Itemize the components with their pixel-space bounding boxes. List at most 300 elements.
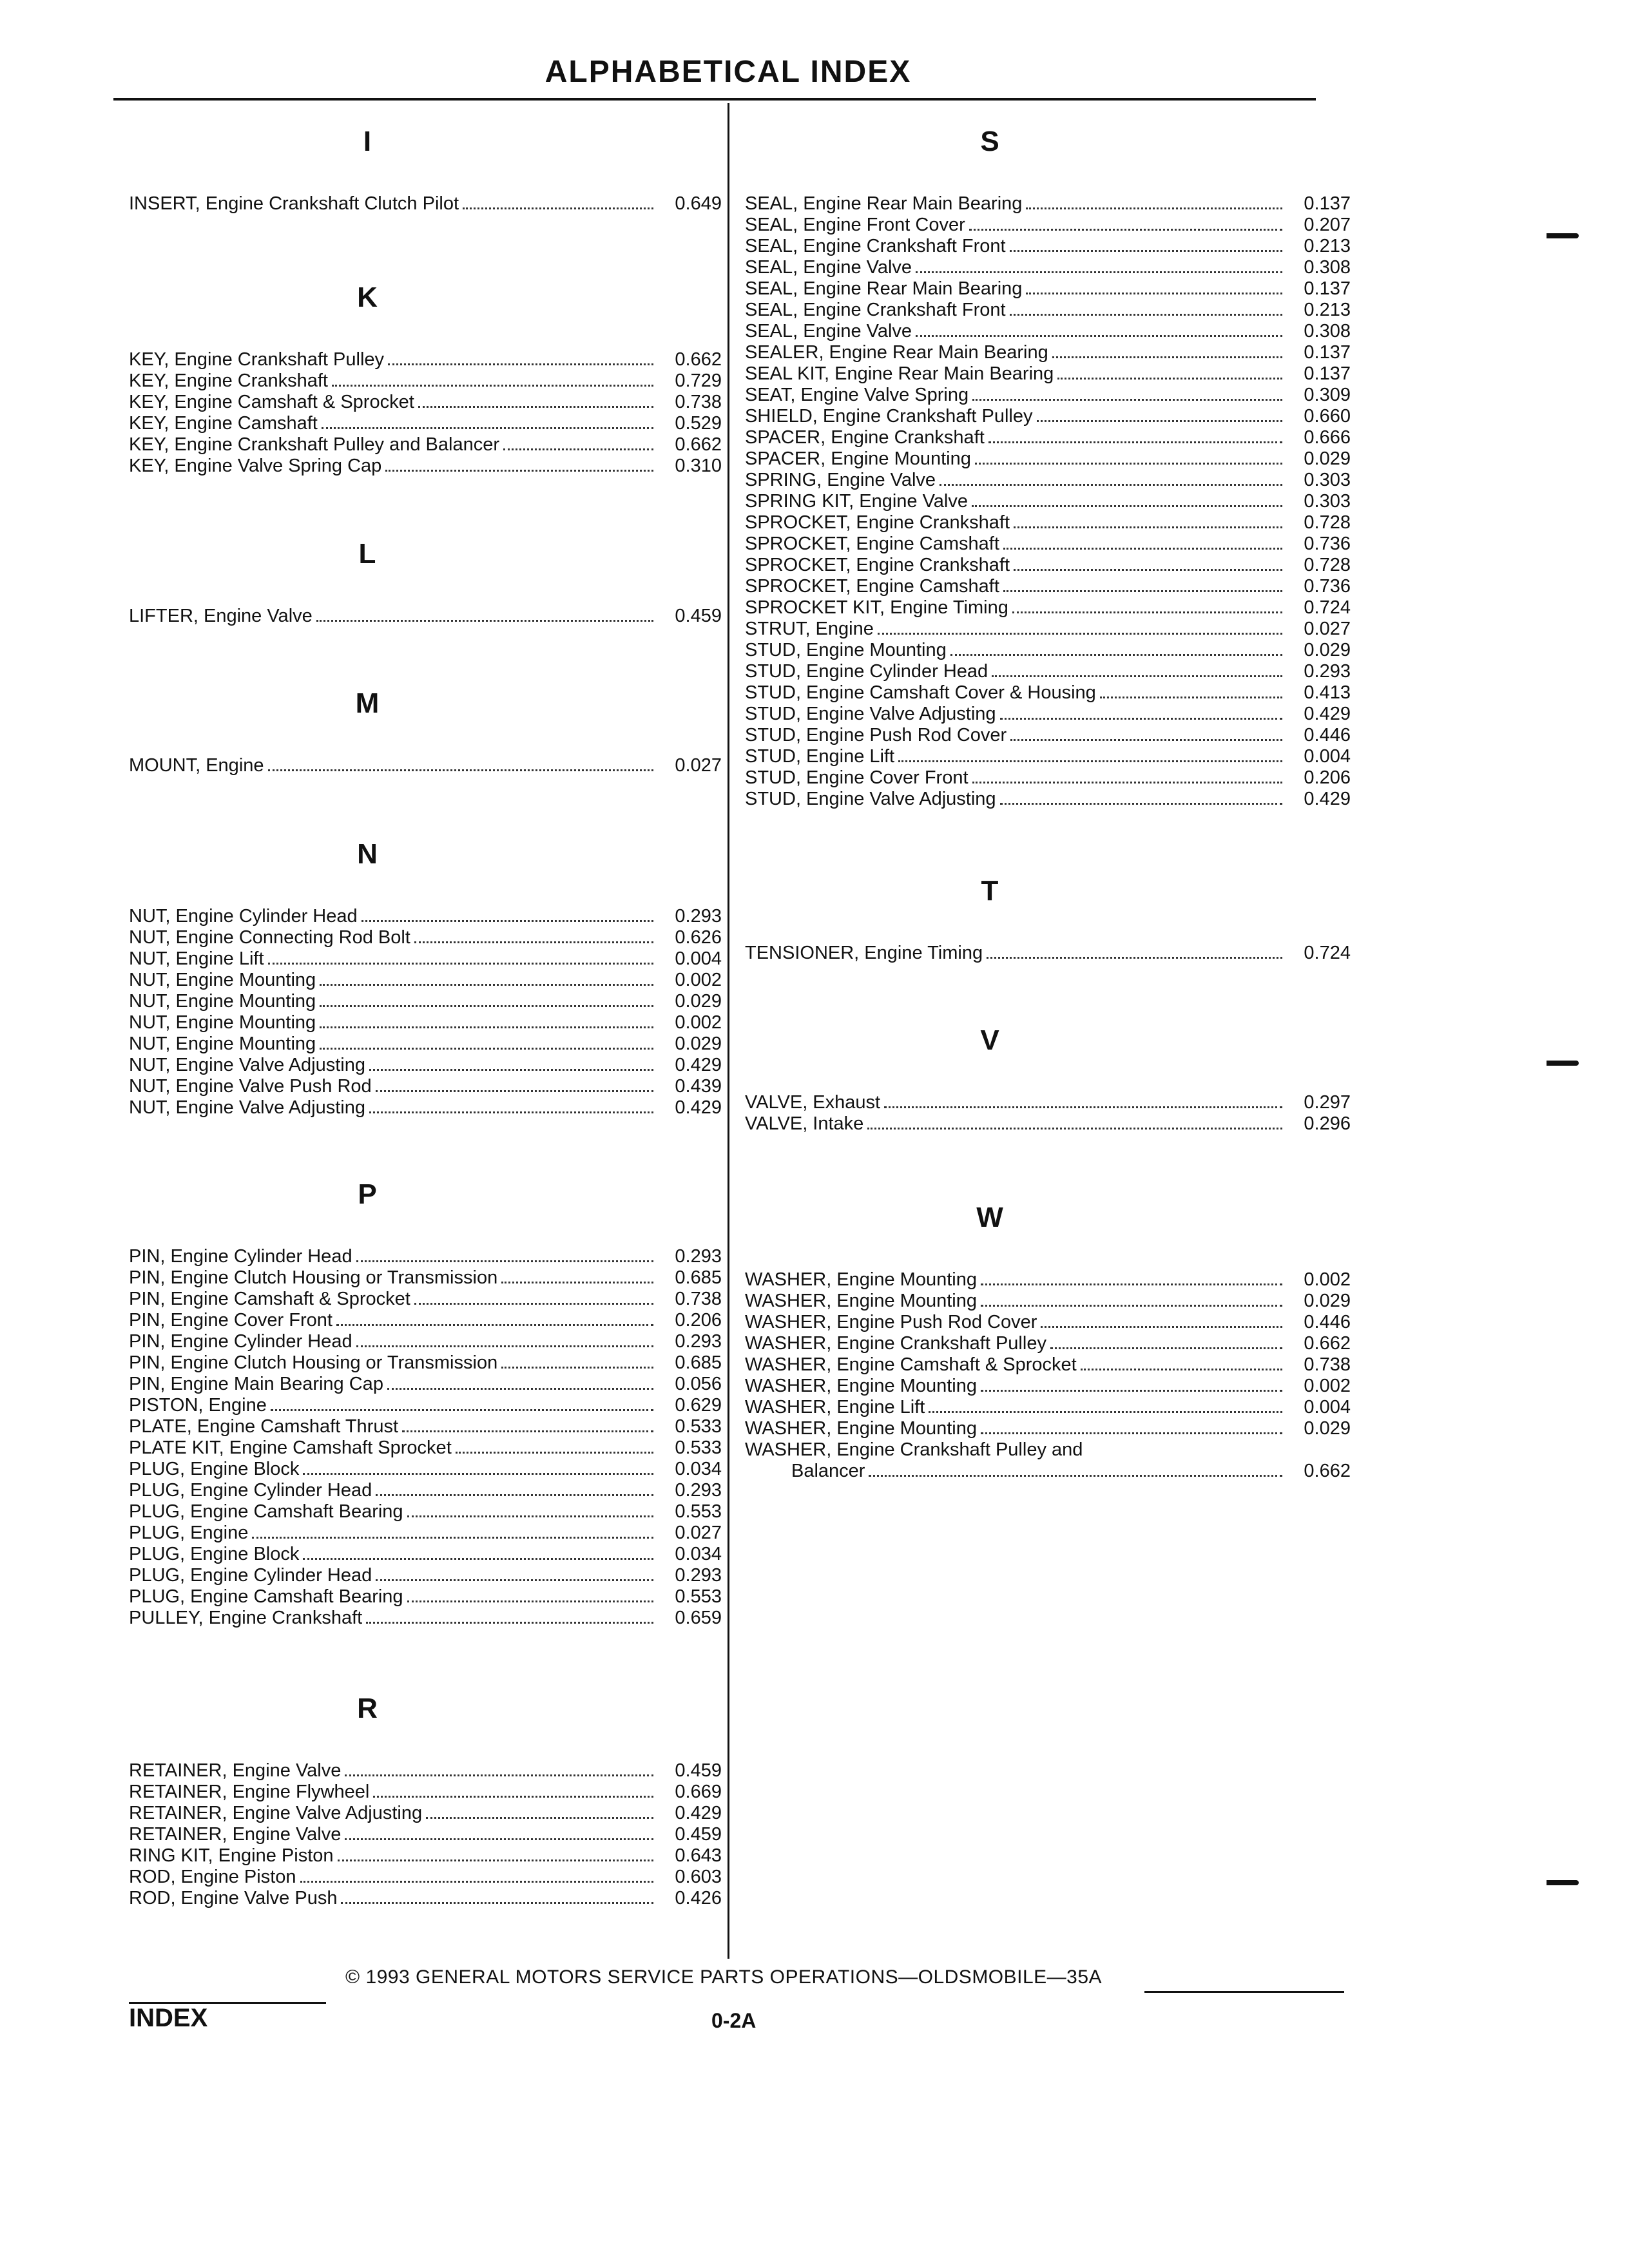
leader-dots — [373, 1796, 653, 1798]
leader-dots — [366, 1622, 653, 1624]
entry-name: PLUG, Engine Camshaft Bearing — [129, 1586, 403, 1607]
entry-page-ref: 0.459 — [675, 1760, 722, 1781]
leader-dots — [1003, 548, 1282, 550]
index-entry — [745, 943, 1351, 964]
entry-page-ref: 0.029 — [1304, 1418, 1351, 1439]
entry-page-ref: 0.736 — [1304, 533, 1351, 554]
entry-name: SEAL, Engine Crankshaft Front — [745, 300, 1006, 320]
footer-copyright: © 1993 GENERAL MOTORS SERVICE PARTS OPERATIONS—OLDSMOBILE—35A — [345, 1966, 1103, 1988]
entry-name: SEAL, Engine Front Cover — [745, 215, 965, 235]
leader-dots — [1050, 1347, 1282, 1349]
leader-dots — [1026, 293, 1282, 294]
section-letter: R — [357, 1693, 378, 1724]
leader-dots — [463, 207, 653, 209]
index-entry — [129, 1437, 722, 1459]
entry-name: SEAL, Engine Valve — [745, 257, 912, 278]
entry-page-ref: 0.626 — [675, 927, 722, 948]
leader-dots — [414, 1303, 653, 1305]
index-entry — [129, 392, 722, 413]
index-entry — [745, 363, 1351, 385]
index-entry — [745, 470, 1351, 491]
index-entry — [129, 370, 722, 392]
section-letter: V — [980, 1024, 999, 1056]
entry-name: NUT, Engine Mounting — [129, 1012, 316, 1033]
entry-name: RETAINER, Engine Valve — [129, 1760, 342, 1781]
index-entry — [745, 576, 1351, 597]
index-entry — [745, 1461, 1351, 1482]
entry-name: PULLEY, Engine Crankshaft — [129, 1608, 363, 1628]
leader-dots — [1014, 526, 1282, 528]
entry-page-ref: 0.413 — [1304, 682, 1351, 703]
entry-page-ref: 0.213 — [1304, 300, 1351, 320]
index-entry — [745, 597, 1351, 619]
index-entry — [745, 767, 1351, 789]
leader-dots — [300, 1881, 653, 1883]
entry-name: PIN, Engine Main Bearing Cap — [129, 1374, 383, 1394]
entry-page-ref: 0.034 — [675, 1544, 722, 1564]
index-entry — [129, 1076, 722, 1097]
entry-name: WASHER, Engine Mounting — [745, 1418, 977, 1439]
leader-dots — [1000, 803, 1282, 805]
index-label: INDEX — [129, 2004, 208, 2032]
entry-page-ref: 0.002 — [1304, 1269, 1351, 1290]
entry-page-ref: 0.429 — [1304, 789, 1351, 809]
index-entry — [745, 385, 1351, 406]
entry-page-ref: 0.027 — [675, 1523, 722, 1543]
entry-name: SEAT, Engine Valve Spring — [745, 385, 969, 405]
leader-dots — [975, 463, 1282, 465]
entry-name: SPRING KIT, Engine Valve — [745, 491, 969, 512]
leader-dots — [503, 448, 653, 450]
index-entry — [129, 1246, 722, 1267]
entry-page-ref: 0.029 — [1304, 640, 1351, 660]
leader-dots — [303, 1473, 653, 1475]
index-entry — [745, 427, 1351, 448]
entry-page-ref: 0.293 — [675, 1480, 722, 1501]
entry-page-ref: 0.206 — [675, 1310, 722, 1331]
entry-name: NUT, Engine Cylinder Head — [129, 906, 358, 927]
entry-name: WASHER, Engine Camshaft & Sprocket — [745, 1354, 1077, 1375]
index-entry — [129, 434, 722, 456]
leader-dots — [981, 1432, 1282, 1434]
index-section — [745, 872, 1351, 964]
index-entry — [745, 789, 1351, 810]
section-letter: N — [357, 838, 378, 870]
entry-name: RETAINER, Engine Valve Adjusting — [129, 1803, 423, 1823]
index-entry — [129, 1097, 722, 1119]
entry-name: PIN, Engine Cylinder Head — [129, 1331, 352, 1352]
leader-dots — [1041, 1326, 1282, 1328]
index-entry — [129, 1352, 722, 1374]
leader-dots — [303, 1558, 653, 1560]
entry-name: SPROCKET, Engine Camshaft — [745, 576, 999, 597]
leader-dots — [972, 505, 1282, 507]
entry-name: ROD, Engine Piston — [129, 1867, 296, 1887]
index-entry — [129, 1586, 722, 1608]
index-entry — [129, 1416, 722, 1437]
index-entry — [745, 1113, 1351, 1135]
entry-name: TENSIONER, Engine Timing — [745, 943, 983, 963]
entry-name: PIN, Engine Clutch Housing or Transmission — [129, 1352, 498, 1373]
index-entry — [745, 555, 1351, 576]
leader-dots — [884, 1106, 1282, 1108]
entry-page-ref: 0.293 — [675, 1331, 722, 1352]
entry-name: WASHER, Engine Push Rod Cover — [745, 1312, 1037, 1332]
entry-page-ref: 0.027 — [1304, 619, 1351, 639]
entry-name: KEY, Engine Crankshaft — [129, 370, 328, 391]
leader-dots — [341, 1902, 653, 1904]
index-entry — [745, 406, 1351, 427]
leader-dots — [336, 1324, 653, 1326]
section-letter: I — [363, 126, 372, 157]
entry-name: INSERT, Engine Crankshaft Clutch Pilot — [129, 193, 459, 214]
entry-name: KEY, Engine Crankshaft Pulley — [129, 349, 385, 370]
entry-page-ref: 0.662 — [675, 349, 722, 370]
entry-page-ref: 0.002 — [675, 1012, 722, 1033]
entry-page-ref: 0.056 — [675, 1374, 722, 1394]
leader-dots — [869, 1475, 1282, 1477]
leader-dots — [316, 620, 653, 622]
leader-dots — [1003, 590, 1282, 592]
index-section — [129, 1175, 722, 1629]
index-entry — [745, 257, 1351, 278]
leader-dots — [916, 271, 1282, 273]
entry-page-ref: 0.137 — [1304, 342, 1351, 363]
leader-dots — [898, 760, 1282, 762]
entry-name: VALVE, Intake — [745, 1113, 864, 1134]
entry-page-ref: 0.738 — [675, 1289, 722, 1309]
entry-page-ref: 0.137 — [1304, 193, 1351, 214]
entry-page-ref: 0.685 — [675, 1267, 722, 1288]
leader-dots — [1014, 569, 1282, 571]
leader-dots — [972, 782, 1282, 783]
index-entry — [129, 193, 722, 215]
entry-name: NUT, Engine Connecting Rod Bolt — [129, 927, 410, 948]
index-entry — [745, 1291, 1351, 1312]
page-edge-mark — [1547, 1061, 1579, 1066]
leader-dots — [407, 1600, 653, 1602]
entry-page-ref: 0.666 — [1304, 427, 1351, 448]
leader-dots — [407, 1515, 653, 1517]
entry-page-ref: 0.213 — [1304, 236, 1351, 256]
entry-list — [129, 606, 722, 627]
entry-page-ref: 0.293 — [1304, 661, 1351, 682]
index-entry — [745, 491, 1351, 512]
index-section — [129, 535, 722, 627]
leader-dots — [426, 1817, 653, 1819]
index-entry — [129, 1310, 722, 1331]
entry-name: PLUG, Engine Block — [129, 1459, 300, 1479]
index-entry — [745, 1439, 1351, 1461]
leader-dots — [385, 470, 653, 472]
entry-name: PLUG, Engine Cylinder Head — [129, 1565, 372, 1586]
index-entry — [129, 1459, 722, 1480]
entry-page-ref: 0.533 — [675, 1437, 722, 1458]
entry-page-ref: 0.643 — [675, 1845, 722, 1866]
index-entry — [745, 661, 1351, 682]
entry-page-ref: 0.029 — [675, 1033, 722, 1054]
entry-page-ref: 0.533 — [675, 1416, 722, 1437]
page-title: ALPHABETICAL INDEX — [545, 55, 912, 89]
index-entry — [129, 1544, 722, 1565]
leader-dots — [916, 335, 1282, 337]
entry-page-ref: 0.459 — [675, 1824, 722, 1845]
index-entry — [129, 1803, 722, 1824]
index-entry — [745, 725, 1351, 746]
entry-page-ref: 0.004 — [675, 948, 722, 969]
leader-dots — [1010, 739, 1282, 741]
index-entry — [129, 1608, 722, 1629]
leader-dots — [1100, 697, 1282, 698]
leader-dots — [981, 1283, 1282, 1285]
entry-name: MOUNT, Engine — [129, 755, 264, 776]
leader-dots — [418, 406, 653, 408]
entry-page-ref: 0.529 — [675, 413, 722, 434]
entry-name: PIN, Engine Cylinder Head — [129, 1246, 352, 1267]
leader-dots — [338, 1860, 653, 1861]
entry-page-ref: 0.553 — [675, 1586, 722, 1607]
leader-dots — [376, 1579, 653, 1581]
entry-page-ref: 0.293 — [675, 1565, 722, 1586]
leader-dots — [268, 963, 653, 965]
entry-page-ref: 0.728 — [1304, 555, 1351, 575]
leader-dots — [388, 363, 653, 365]
entry-page-ref: 0.426 — [675, 1888, 722, 1908]
leader-dots — [969, 229, 1282, 231]
entry-page-ref: 0.649 — [675, 193, 722, 214]
entry-page-ref: 0.724 — [1304, 943, 1351, 963]
entry-name: SPRING, Engine Valve — [745, 470, 936, 490]
leader-dots — [369, 1111, 653, 1113]
entry-name: STUD, Engine Cylinder Head — [745, 661, 988, 682]
entry-page-ref: 0.553 — [675, 1501, 722, 1522]
index-entry — [745, 1397, 1351, 1418]
entry-name: STUD, Engine Mounting — [745, 640, 947, 660]
leader-dots — [1081, 1369, 1282, 1370]
entry-page-ref: 0.303 — [1304, 470, 1351, 490]
entry-list — [745, 193, 1351, 810]
entry-name: WASHER, Engine Mounting — [745, 1376, 977, 1396]
entry-name: NUT, Engine Mounting — [129, 991, 316, 1012]
entry-page-ref: 0.004 — [1304, 1397, 1351, 1418]
index-entry — [745, 1092, 1351, 1113]
index-entry — [745, 321, 1351, 342]
entry-name: PLUG, Engine — [129, 1523, 249, 1543]
entry-page-ref: 0.738 — [675, 392, 722, 412]
entry-name: PISTON, Engine — [129, 1395, 267, 1416]
index-entry — [745, 448, 1351, 470]
entry-name: KEY, Engine Camshaft — [129, 413, 318, 434]
entry-page-ref: 0.002 — [1304, 1376, 1351, 1396]
leader-dots — [414, 941, 653, 943]
index-entry — [129, 606, 722, 627]
index-entry — [129, 755, 722, 776]
index-entry — [745, 1354, 1351, 1376]
entry-page-ref: 0.729 — [675, 370, 722, 391]
leader-dots — [320, 984, 653, 986]
entry-name: WASHER, Engine Crankshaft Pulley — [745, 1333, 1046, 1354]
index-section — [745, 1021, 1351, 1135]
index-entry — [129, 1331, 722, 1352]
entry-page-ref: 0.309 — [1304, 385, 1351, 405]
section-letter: W — [976, 1202, 1003, 1233]
leader-dots — [376, 1494, 653, 1496]
index-entry — [129, 1565, 722, 1586]
entry-page-ref: 0.662 — [675, 434, 722, 455]
entry-name: STUD, Engine Valve Adjusting — [745, 704, 996, 724]
leader-dots — [1000, 718, 1282, 720]
entry-page-ref: 0.603 — [675, 1867, 722, 1887]
entry-page-ref: 0.137 — [1304, 278, 1351, 299]
index-entry — [745, 512, 1351, 533]
entry-list — [745, 943, 1351, 964]
entry-name: PIN, Engine Camshaft & Sprocket — [129, 1289, 410, 1309]
index-entry — [745, 746, 1351, 767]
index-entry — [745, 236, 1351, 257]
entry-page-ref: 0.310 — [675, 456, 722, 476]
entry-page-ref: 0.738 — [1304, 1354, 1351, 1375]
entry-name: ROD, Engine Valve Push — [129, 1888, 338, 1908]
entry-name: STUD, Engine Camshaft Cover & Housing — [745, 682, 1096, 703]
leader-dots — [356, 1345, 653, 1347]
entry-page-ref: 0.629 — [675, 1395, 722, 1416]
entry-page-ref: 0.137 — [1304, 363, 1351, 384]
leader-dots — [387, 1388, 653, 1390]
entry-page-ref: 0.293 — [675, 906, 722, 927]
entry-page-ref: 0.207 — [1304, 215, 1351, 235]
index-entry — [129, 1033, 722, 1055]
entry-list — [129, 1760, 722, 1909]
entry-name: SPACER, Engine Mounting — [745, 448, 971, 469]
entry-page-ref: 0.308 — [1304, 257, 1351, 278]
entry-list — [745, 1092, 1351, 1135]
leader-dots — [929, 1411, 1282, 1413]
index-section — [129, 278, 722, 477]
leader-dots — [1010, 314, 1282, 316]
index-entry — [129, 1480, 722, 1501]
entry-name: KEY, Engine Camshaft & Sprocket — [129, 392, 414, 412]
entry-list — [129, 906, 722, 1119]
leader-dots — [322, 427, 653, 429]
section-letter: L — [358, 538, 376, 570]
entry-name: VALVE, Exhaust — [745, 1092, 881, 1113]
entry-name: NUT, Engine Mounting — [129, 970, 316, 990]
entry-page-ref: 0.728 — [1304, 512, 1351, 533]
entry-name: NUT, Engine Mounting — [129, 1033, 316, 1054]
entry-page-ref: 0.660 — [1304, 406, 1351, 427]
leader-dots — [1012, 611, 1282, 613]
entry-name: STUD, Engine Lift — [745, 746, 895, 767]
entry-page-ref: 0.002 — [675, 970, 722, 990]
index-entry — [129, 927, 722, 948]
index-section — [129, 835, 722, 1119]
index-entry — [129, 1523, 722, 1544]
index-entry — [745, 533, 1351, 555]
entry-page-ref: 0.429 — [675, 1097, 722, 1118]
entry-name: SPROCKET, Engine Crankshaft — [745, 512, 1010, 533]
section-letter: S — [980, 126, 999, 157]
entry-name: PLATE, Engine Camshaft Thrust — [129, 1416, 399, 1437]
entry-name: SPROCKET, Engine Camshaft — [745, 533, 999, 554]
leader-dots — [271, 1409, 653, 1411]
entry-list — [745, 1269, 1351, 1482]
section-letter: M — [355, 687, 380, 719]
entry-page-ref: 0.659 — [675, 1608, 722, 1628]
entry-name: SPACER, Engine Crankshaft — [745, 427, 985, 448]
entry-page-ref: 0.429 — [675, 1803, 722, 1823]
index-entry — [129, 1867, 722, 1888]
leader-dots — [345, 1838, 653, 1840]
index-entry — [745, 1269, 1351, 1291]
page-edge-mark — [1547, 233, 1579, 238]
leader-dots — [320, 1005, 653, 1007]
entry-name: SEAL, Engine Valve — [745, 321, 912, 341]
entry-name: RING KIT, Engine Piston — [129, 1845, 334, 1866]
leader-dots — [369, 1069, 653, 1071]
entry-name: PLUG, Engine Cylinder Head — [129, 1480, 372, 1501]
index-section — [129, 684, 722, 776]
leader-dots — [981, 1390, 1282, 1392]
index-entry — [129, 349, 722, 370]
entry-name: SEAL KIT, Engine Rear Main Bearing — [745, 363, 1054, 384]
entry-name: PIN, Engine Cover Front — [129, 1310, 333, 1331]
entry-name: Balancer — [791, 1461, 865, 1481]
entry-name: LIFTER, Engine Valve — [129, 606, 313, 626]
leader-dots — [987, 957, 1282, 959]
entry-list — [129, 755, 722, 776]
entry-page-ref: 0.429 — [675, 1055, 722, 1075]
entry-name: WASHER, Engine Lift — [745, 1397, 925, 1418]
index-entry — [745, 342, 1351, 363]
leader-dots — [501, 1282, 653, 1283]
leader-dots — [1010, 250, 1282, 252]
leader-dots — [1057, 378, 1282, 380]
entry-list — [129, 1246, 722, 1629]
entry-name: PLATE KIT, Engine Camshaft Sprocket — [129, 1437, 452, 1458]
page-edge-mark — [1547, 1880, 1579, 1885]
title-rule — [113, 98, 1316, 101]
entry-name: STUD, Engine Push Rod Cover — [745, 725, 1007, 745]
index-entry — [129, 1395, 722, 1416]
leader-dots — [332, 385, 653, 387]
entry-page-ref: 0.446 — [1304, 725, 1351, 745]
index-entry — [129, 1289, 722, 1310]
index-entry — [745, 215, 1351, 236]
index-section — [129, 1689, 722, 1909]
index-entry — [745, 300, 1351, 321]
index-entry — [745, 704, 1351, 725]
leader-dots — [867, 1128, 1282, 1129]
entry-name: SEAL, Engine Crankshaft Front — [745, 236, 1006, 256]
index-entry — [129, 1782, 722, 1803]
leader-dots — [501, 1367, 653, 1369]
index-entry — [129, 970, 722, 991]
entry-page-ref: 0.029 — [675, 991, 722, 1012]
entry-page-ref: 0.669 — [675, 1782, 722, 1802]
index-entry — [745, 1418, 1351, 1439]
leader-dots — [402, 1430, 653, 1432]
entry-name: PLUG, Engine Camshaft Bearing — [129, 1501, 403, 1522]
section-letter: K — [357, 282, 378, 313]
entry-page-ref: 0.296 — [1304, 1113, 1351, 1134]
entry-page-ref: 0.685 — [675, 1352, 722, 1373]
entry-page-ref: 0.029 — [1304, 448, 1351, 469]
entry-name: SHIELD, Engine Crankshaft Pulley — [745, 406, 1033, 427]
leader-dots — [1052, 356, 1282, 358]
entry-name: PIN, Engine Clutch Housing or Transmission — [129, 1267, 498, 1288]
index-entry — [129, 413, 722, 434]
index-entry — [129, 906, 722, 927]
